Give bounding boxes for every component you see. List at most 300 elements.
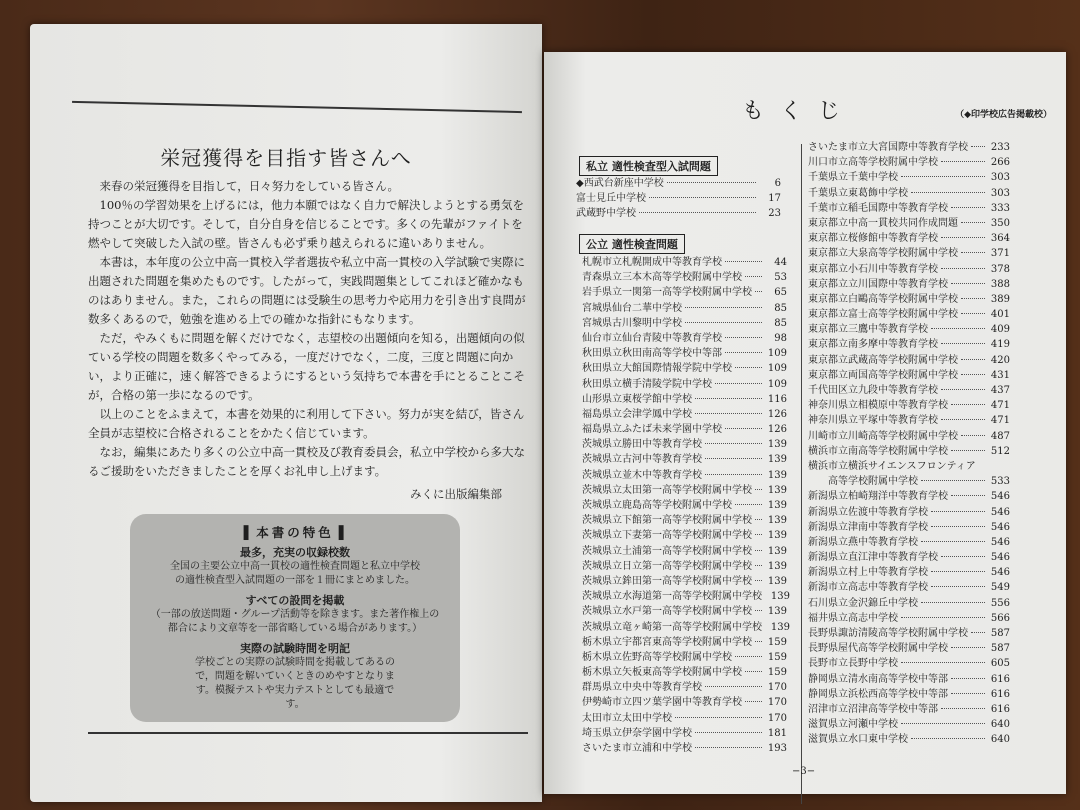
toc-entry: [808, 290, 1010, 305]
leader-dots: [639, 212, 756, 213]
leader-dots: [725, 261, 762, 262]
paragraph: 以上のことをふまえて，本書を効果的に利用して下さい。努力が実を結び，皆さん全員が志望校に合格されることをかたく信じています。: [88, 407, 525, 440]
toc-entry: [808, 563, 1010, 578]
school-name: 千葉県立東葛飾中学校: [808, 187, 908, 199]
school-name: 新潟県立燕中等教育学校: [808, 536, 918, 548]
school-name: 沼津市立沼津高等学校中等部: [808, 703, 938, 715]
paragraph: 来春の栄冠獲得を目指して，日々努力をしている皆さん。: [99, 179, 399, 193]
school-name: 東京都立富士高等学校附属中学校: [808, 309, 958, 321]
leader-dots: [649, 197, 756, 198]
toc-entry: [808, 715, 1010, 730]
toc-entry: [808, 624, 1010, 639]
leader-dots: [745, 671, 762, 672]
school-name: 茨城県立太田第一高等学校附属中学校: [582, 484, 752, 496]
school-name: 千葉市立稲毛国際中等教育学校: [808, 202, 948, 214]
page-ref: 139: [770, 621, 790, 633]
toc-entry: [582, 405, 787, 420]
page-ref: 139: [767, 454, 787, 466]
leader-dots: [961, 313, 985, 314]
page-ref: 159: [767, 651, 787, 663]
page-ref: 471: [990, 400, 1010, 412]
signature: みくに出版編集部: [410, 487, 502, 501]
school-name: 東京都立立川国際中等教育学校: [808, 278, 948, 290]
school-name: 宮城県仙台二華中学校: [582, 302, 682, 314]
leader-dots: [931, 526, 985, 527]
page-ref: 303: [990, 172, 1010, 184]
leader-dots: [695, 413, 762, 414]
leader-dots: [705, 686, 762, 687]
school-name: 東京都立両国高等学校附属中学校: [808, 369, 958, 381]
toc-entry: [808, 442, 1010, 457]
page-ref: 53: [774, 272, 787, 284]
page-ref: 546: [990, 491, 1010, 503]
leader-dots: [667, 182, 756, 183]
school-name: 千代田区立九段中等教育学校: [808, 385, 938, 396]
page-ref: 409: [990, 324, 1010, 336]
leader-dots: [961, 435, 985, 436]
page-ref: 139: [767, 575, 787, 587]
toc-entry: [808, 366, 1010, 381]
toc-entry: [582, 678, 787, 693]
page-ref: 487: [990, 430, 1010, 442]
school-name: 横浜市立横浜サイエンスフロンティア: [808, 460, 976, 472]
page-ref: 170: [767, 682, 787, 694]
page-ref: 6: [774, 178, 781, 189]
school-name: 石川県立金沢錦丘中学校: [808, 597, 918, 609]
page-ref: 333: [990, 202, 1010, 214]
toc-entry: [808, 305, 1010, 320]
toc-entry: [808, 335, 1010, 350]
toc-entry: [808, 654, 1010, 669]
school-name: 東京都立三鷹中等教育学校: [808, 324, 928, 336]
page-ref: 139: [767, 439, 787, 451]
page-ref: 139: [767, 606, 787, 618]
toc-entry: [808, 260, 1010, 275]
page-title: 栄冠獲得を目指す皆さんへ: [160, 146, 412, 170]
toc-entry: [582, 299, 787, 314]
toc-entry: [576, 204, 781, 219]
school-name: 茨城県立水戸第一高等学校附属中学校: [582, 606, 752, 618]
leader-dots: [941, 389, 985, 390]
school-name: 高等学校附属中学校: [808, 476, 918, 488]
page-ref: 159: [767, 636, 787, 648]
toc-title: もくじ: [742, 99, 857, 124]
page-ref: 388: [990, 278, 1010, 290]
toc-entry: [808, 609, 1010, 624]
school-name: 滋賀県立水口東中学校: [808, 734, 908, 746]
school-name: 茨城県立鹿島高等学校附属中学校: [582, 500, 732, 511]
school-name: 新潟市立高志中等教育学校: [808, 582, 928, 594]
page-ref: 159: [767, 667, 787, 679]
toc-entry: [808, 214, 1010, 229]
toc-entry: [808, 199, 1010, 214]
school-name: さいたま市立浦和中学校: [582, 743, 692, 754]
toc-entry: [808, 184, 1010, 199]
toc-entry: [582, 739, 787, 754]
page-ref: 512: [990, 445, 1010, 457]
page-ref: 587: [990, 628, 1010, 639]
toc-entry: [582, 375, 787, 390]
page-ref: 303: [990, 187, 1010, 199]
leader-dots: [941, 556, 985, 557]
page-ref: 431: [990, 369, 1010, 381]
toc-entry: [808, 153, 1010, 168]
school-name: 東京都立小石川中等教育学校: [808, 263, 938, 275]
page-ref: 126: [767, 408, 787, 420]
school-name: 神奈川県立平塚中等教育学校: [808, 415, 938, 427]
leader-dots: [971, 146, 985, 147]
leader-dots: [951, 450, 985, 451]
leader-dots: [951, 693, 985, 694]
page-ref: 419: [990, 339, 1010, 351]
school-name: 東京都立桜修館中等教育学校: [808, 233, 938, 245]
leader-dots: [961, 298, 985, 299]
page-ref: 139: [767, 515, 787, 527]
page-ref: 17: [768, 193, 781, 205]
left-page-content: [30, 142, 542, 734]
school-name: 福島県立ふたば未来学園中学校: [582, 424, 722, 436]
toc-entry: [808, 487, 1010, 502]
page-ref: 556: [990, 597, 1010, 609]
top-rule: [72, 101, 522, 113]
leader-dots: [941, 343, 985, 344]
leader-dots: [715, 383, 762, 384]
toc-entry: [808, 168, 1010, 183]
leader-dots: [961, 252, 985, 253]
school-name: 新潟県立直江津中等教育学校: [808, 552, 938, 564]
paragraph: ただ，やみくもに問題を解くだけでなく，志望校の出題傾向を知る，出題傾向の似ている学校の問題を数多くやってみる，一度だけでなく，二度，三度と問題に向かい，より正確に，速く解答できるようにするという気持ちで本書を手にとることこそが，合格の第一歩になるのです。: [88, 331, 525, 402]
leader-dots: [941, 419, 985, 420]
school-name: 群馬県立中央中等教育学校: [582, 682, 702, 694]
school-name: 福島県立会津学鳳中学校: [582, 408, 692, 420]
toc-entry: [582, 693, 787, 708]
right-page: [544, 52, 1066, 794]
page-ref: 616: [990, 703, 1010, 715]
school-name: 新潟県立津南中等教育学校: [808, 521, 928, 533]
page-ref: 109: [767, 378, 787, 390]
leader-dots: [725, 428, 762, 429]
school-name: さいたま市立大宮国際中等教育学校: [808, 142, 968, 153]
school-name: 長野県屋代高等学校附属中学校: [808, 643, 948, 655]
school-name: 川口市立高等学校附属中学校: [808, 157, 938, 169]
toc-entry: [808, 351, 1010, 366]
page-ref: 139: [767, 484, 787, 496]
toc-entry: [576, 174, 781, 189]
toc-entry: [582, 390, 787, 405]
leader-dots: [941, 237, 985, 238]
page-ref: 546: [990, 536, 1010, 548]
page-ref: 126: [767, 424, 787, 436]
toc-entry: [582, 648, 787, 663]
school-name: 静岡県立清水南高等学校中等部: [808, 673, 948, 685]
public-section-heading: 公立 適性検査問題: [579, 234, 685, 254]
school-name: 茨城県立古河中等教育学校: [582, 454, 702, 466]
toc-entry: [808, 670, 1010, 685]
toc-entry: [582, 329, 787, 344]
leader-dots: [911, 738, 985, 739]
feature-text: （一部の放送問題・グループ活動等を除きます。また著作権上の都合により文章等を一部省略している場合があります。）: [150, 609, 440, 634]
page-ref: 546: [990, 567, 1010, 579]
public-entries-col1: [582, 253, 790, 754]
feature-text: 全国の主要公立中高一貫校の適性検査問題と私立中学校の適性検査型入試問題の一部を１冊にまとめました。: [170, 561, 420, 586]
page-ref: 44: [774, 257, 787, 268]
toc-entry: [582, 557, 787, 572]
page-ref: 139: [767, 560, 787, 572]
toc-entry: [582, 724, 787, 739]
paragraph: 本書は，本年度の公立中高一貫校入学者選抜や私立中高一貫校の入学試験で実際に出題された問題を集めたものです。したがって，実践問題集としてこれほど確かなものはありません。また，これらの問題には受験生の思考力や応用力を引き出す良問が数多くあるので，勉強を進める上での確かな指針にもなります。: [88, 255, 526, 326]
leader-dots: [951, 495, 985, 496]
school-name: 新潟県立村上中等教育学校: [808, 567, 928, 579]
leader-dots: [951, 404, 985, 405]
school-name: 茨城県立日立第一高等学校附属中学校: [582, 560, 752, 572]
leader-dots: [685, 307, 762, 308]
toc-entry: [808, 320, 1010, 335]
feature-title: 最多，充実の収録校数: [240, 546, 350, 559]
school-name: 茨城県立下妻第一高等学校附属中学校: [582, 530, 752, 542]
toc-entry: [582, 663, 787, 678]
leader-dots: [725, 337, 762, 338]
page-ref: 616: [990, 673, 1010, 685]
leader-dots: [755, 550, 762, 551]
school-name: 静岡県立浜松西高等学校中等部: [808, 688, 948, 700]
page-ref: 640: [990, 734, 1010, 746]
toc-entry: [808, 700, 1010, 715]
page-ref: 566: [990, 612, 1010, 624]
toc-entry: [582, 526, 787, 541]
school-name: 茨城県立並木中等教育学校: [582, 469, 702, 481]
school-name: 青森県立三本木高等学校附属中学校: [582, 272, 742, 284]
page-ref: 139: [767, 530, 787, 542]
toc-entry: [808, 381, 1010, 396]
leader-dots: [755, 489, 762, 490]
leader-dots: [735, 367, 762, 368]
school-name: 川崎市立川崎高等学校附属中学校: [808, 430, 958, 442]
leader-dots: [961, 359, 985, 360]
toc-entry: [808, 533, 1010, 548]
page-ref: 420: [990, 354, 1010, 366]
toc-entry: [582, 420, 787, 435]
school-name: 新潟県立佐渡中等教育学校: [808, 506, 928, 518]
page-ref: 401: [990, 309, 1010, 321]
leader-dots: [941, 708, 985, 709]
toc-entry: [582, 268, 787, 283]
school-name: 宮城県古川黎明中学校: [582, 317, 682, 329]
toc-entry: [582, 542, 787, 557]
page-ref: 546: [990, 521, 1010, 533]
school-name: 仙台市立仙台青陵中等教育学校: [582, 332, 722, 344]
school-name: 東京都立大泉高等学校附属中学校: [808, 248, 958, 260]
leader-dots: [901, 723, 985, 724]
leader-dots: [755, 565, 762, 566]
leader-dots: [941, 268, 985, 269]
toc-entry: [582, 283, 787, 298]
school-name: 札幌市立札幌開成中等教育学校: [582, 257, 722, 268]
school-name: 東京都立中高一貫校共同作成問題: [808, 217, 958, 229]
page-ref: 389: [990, 293, 1010, 305]
toc-entry: [576, 189, 781, 204]
school-name: 伊勢崎市立四ツ葉学園中等教育学校: [582, 697, 742, 709]
school-name: 東京都立南多摩中等教育学校: [808, 339, 938, 351]
toc-entry: [808, 518, 1010, 533]
school-name: 富士見丘中学校: [576, 193, 646, 205]
leader-dots: [921, 480, 985, 481]
feature-text: 学校ごとの実際の試験時間を掲載してあるので，問題を解いていくときのめやすとなります。模擬テストや実力テストとしても最適です。: [195, 657, 395, 710]
toc-entry: [808, 396, 1010, 411]
leader-dots: [735, 504, 762, 505]
toc-entry: [582, 344, 787, 359]
page-ref: 98: [774, 332, 787, 344]
page-ref: 640: [990, 719, 1010, 731]
leader-dots: [911, 192, 985, 193]
toc-entry: [582, 618, 790, 633]
leader-dots: [695, 747, 762, 748]
feature-title: 実際の試験時間を明記: [240, 642, 350, 655]
toc-entry: [582, 314, 787, 329]
page-ref: 109: [767, 348, 787, 360]
page-ref: 109: [767, 363, 787, 375]
page-ref: 139: [767, 500, 787, 511]
leader-dots: [941, 161, 985, 162]
leader-dots: [745, 701, 762, 702]
toc-entry: [582, 602, 787, 617]
page-ref: 587: [990, 643, 1010, 655]
school-name: 栃木県立矢板東高等学校附属中学校: [582, 667, 742, 679]
page-ref: 181: [767, 727, 787, 739]
school-name: 茨城県立水海道第一高等学校附属中学校: [582, 591, 762, 603]
leader-dots: [951, 207, 985, 208]
leader-dots: [725, 352, 762, 353]
leader-dots: [931, 571, 985, 572]
school-name: 横浜市立南高等学校附属中学校: [808, 445, 948, 457]
leader-dots: [735, 656, 762, 657]
leader-dots: [675, 717, 762, 718]
leader-dots: [951, 283, 985, 284]
page-ref: 170: [767, 712, 787, 724]
toc-entry: [582, 633, 787, 648]
left-page: [30, 24, 542, 802]
leader-dots: [901, 662, 985, 663]
toc-entry: [582, 709, 787, 724]
private-section-heading: 私立 適性検査型入試問題: [579, 156, 718, 176]
school-name: 埼玉県立伊奈学園中学校: [582, 727, 692, 739]
page-ref: 85: [774, 317, 787, 329]
toc-entry: [808, 138, 1010, 153]
school-name: 山形県立東桜学館中学校: [582, 393, 692, 405]
page-ref: 85: [774, 302, 787, 314]
page-ref: 65: [774, 287, 787, 299]
toc-entry: [808, 685, 1010, 700]
page-number: −3−: [792, 766, 816, 777]
page-ref: 139: [770, 591, 790, 603]
school-name: 秋田県立大館国際情報学院中学校: [582, 363, 732, 375]
page-ref: 350: [990, 217, 1010, 229]
leader-dots: [695, 398, 762, 399]
page-ref: 266: [990, 157, 1010, 169]
leader-dots: [755, 610, 762, 611]
page-ref: 546: [990, 506, 1010, 518]
toc-note: （◆印学校広告掲載校）: [955, 110, 1052, 120]
leader-dots: [755, 519, 762, 520]
page-ref: 364: [990, 233, 1010, 245]
school-name: 東京都立白鷗高等学校附属中学校: [808, 293, 958, 305]
leader-dots: [931, 586, 985, 587]
toc-entry: [808, 411, 1010, 426]
toc-entry: [582, 572, 787, 587]
school-name: 新潟県立柏崎翔洋中等教育学校: [808, 491, 948, 503]
school-name: 秋田県立横手清陵学院中学校: [582, 378, 712, 390]
leader-dots: [931, 328, 985, 329]
toc-entry: [808, 229, 1010, 244]
toc-entry: [582, 253, 787, 268]
toc-entry: [582, 466, 787, 481]
leader-dots: [961, 374, 985, 375]
toc-entry: [582, 450, 787, 465]
page-ref: 23: [768, 208, 781, 220]
page-ref: 437: [990, 385, 1010, 396]
toc-entry: [808, 639, 1010, 654]
school-name: 秋田県立秋田南高等学校中等部: [582, 348, 722, 360]
leader-dots: [705, 474, 762, 475]
page-ref: 233: [990, 142, 1010, 153]
leader-dots: [951, 678, 985, 679]
features-heading: ▌本書の特色▐: [243, 525, 347, 540]
school-name: 茨城県立下館第一高等学校附属中学校: [582, 515, 752, 527]
school-name: 千葉県立千葉中学校: [808, 172, 898, 184]
toc-entry: [808, 472, 1010, 487]
school-name: 栃木県立佐野高等学校附属中学校: [582, 651, 732, 663]
leader-dots: [921, 541, 985, 542]
school-name: 茨城県立勝田中等教育学校: [582, 439, 702, 451]
toc-entry: [808, 730, 1010, 745]
toc-entry: [808, 578, 1010, 593]
leader-dots: [901, 617, 985, 618]
features-box: [130, 514, 460, 722]
toc-entry: [808, 503, 1010, 518]
page-ref: 170: [767, 697, 787, 709]
toc-entry: [582, 481, 787, 496]
school-name: 茨城県立竜ヶ崎第一高等学校附属中学校: [582, 621, 762, 633]
toc-entry: [808, 244, 1010, 259]
intro-text: [88, 177, 528, 481]
toc-entry: [808, 275, 1010, 290]
page-ref: 378: [990, 263, 1010, 275]
page-ref: 549: [990, 582, 1010, 594]
school-name: 長野県諏訪清陵高等学校附属中学校: [808, 628, 968, 639]
bottom-rule: [88, 732, 528, 734]
school-name: 東京都立武蔵高等学校附属中学校: [808, 354, 958, 366]
school-name: 武蔵野中学校: [576, 208, 636, 220]
toc-entry: [582, 511, 787, 526]
toc-entry: [582, 359, 787, 374]
page-ref: 616: [990, 688, 1010, 700]
toc-entry: [808, 457, 1010, 472]
school-name: 神奈川県立相模原中等教育学校: [808, 400, 948, 412]
toc-entry: [582, 435, 787, 450]
feature-title: すべての設問を掲載: [245, 594, 345, 607]
page-ref: 139: [767, 545, 787, 557]
column-divider: [801, 144, 802, 804]
school-name: 茨城県立鉾田第一高等学校附属中学校: [582, 575, 752, 587]
toc-entry: [808, 548, 1010, 563]
leader-dots: [755, 580, 762, 581]
leader-dots: [705, 443, 762, 444]
leader-dots: [705, 458, 762, 459]
school-name: 滋賀県立河瀬中学校: [808, 719, 898, 731]
page-ref: 139: [767, 469, 787, 481]
leader-dots: [921, 602, 985, 603]
leader-dots: [951, 647, 985, 648]
toc-entry: [808, 594, 1010, 609]
